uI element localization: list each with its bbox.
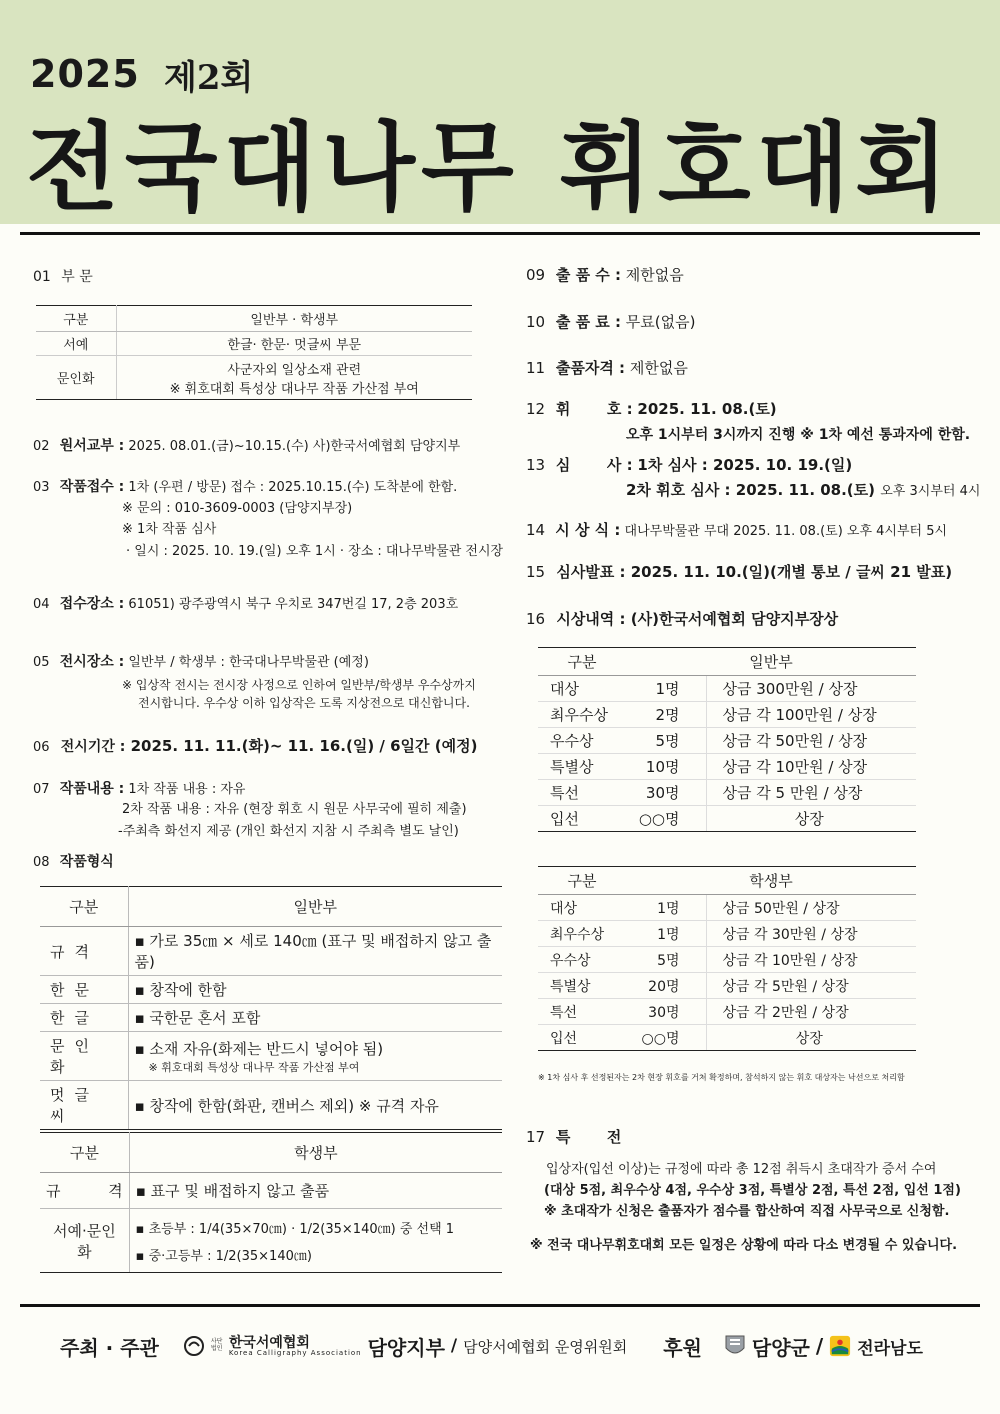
awards-note: ※ 1차 심사 후 선정된자는 2차 현장 휘호를 거쳐 확정하며, 참석하지 않는 휘호 대상자는 낙선으로 처리함 [538, 1073, 905, 1082]
section-13: 13 심 사 : 1차 심사 : 2025. 10. 19.(일) [526, 456, 853, 474]
table-row: 우수상 5명 상금 각 50만원 / 상장 [538, 728, 916, 754]
section-05: 05 전시장소 : 일반부 / 학생부 : 한국대나무박물관 (예정) [33, 654, 369, 670]
section-07-line3: -주최측 화선지 제공 (개인 화선지 지참 시 주최측 별도 날인) [118, 824, 459, 839]
table-header: 일반부 · 학생부 [116, 306, 472, 332]
section-06: 06 전시기간 : 2025. 11. 11.(화)~ 11. 16.(일) / 6일간 (예정) [33, 737, 478, 755]
section-05-note2: 전시합니다. 우수상 이하 입상작은 도록 지상전으로 대신합니다. [138, 696, 470, 710]
section-17: 17 특 전 [526, 1128, 622, 1146]
section-03: 03 작품접수 : 1차 (우편 / 방문) 접수 : 2025.10.15.(수) 도착분에 한함. [33, 479, 458, 495]
sponsor-label: 후원 [663, 1335, 702, 1360]
section-03-schedule: · 일시 : 2025. 10. 19.(일) 오후 1시 · 장소 : 대나무박물관 전시장 [126, 544, 504, 559]
awards-table-general: 구분 일반부 대상 1명 상금 300만원 / 상장 최우수상 2명 상금 각 100만원 / 상장 우수상 5명 상금 각 50만원 / 상장 특별상 10명 상금 각 10만원 / 상장 특선 30명 상금 각 5 만원 / 상장 입선 ○○명 상장 [538, 647, 916, 832]
section-12-detail: 오후 1시부터 3시까지 진행 ※ 1차 예선 통과자에 한함. [626, 427, 971, 443]
table-row: 특선 30명 상금 각 2만원 / 상장 [538, 999, 916, 1025]
table-row: 한글 ▪ 국한문 혼서 포함 [40, 1004, 502, 1032]
awards-table-student: 구분 학생부 대상 1명 상금 50만원 / 상장 최우수상 1명 상금 각 30만원 / 상장 우수상 5명 상금 각 10만원 / 상장 특별상 20명 상금 각 5만원 / 상장 특선 30명 상금 각 2만원 / 상장 입선 ○○명 상장 [538, 866, 916, 1051]
division-table [36, 305, 472, 400]
table-row: 우수상 5명 상금 각 10만원 / 상장 [538, 947, 916, 973]
section-10: 10 출 품 료 : 무료(없음) [526, 313, 696, 331]
poster-title: 전국대나무 휘호대회 [26, 111, 955, 224]
table-row: 멋글씨 ▪ 창작에 한함(화판, 캔버스 제외) ※ 규격 자유 [40, 1081, 502, 1130]
section-05-note: ※ 입상작 전시는 전시장 사정으로 인하여 일반부/학생부 우수상까지 [122, 678, 476, 692]
table-header: 구분 [36, 306, 116, 332]
section-01: 01 부 문 [33, 269, 93, 285]
table-row: 대상 1명 상금 50만원 / 상장 [538, 895, 916, 921]
bottom-divider [20, 1304, 980, 1307]
table-row: 서예 한글· 한문· 멋글씨 부문 [36, 332, 472, 356]
sponsor-jeonnam: 전라남도 [857, 1338, 923, 1359]
jeonnam-emblem-icon [829, 1334, 851, 1358]
association-logo-icon [183, 1334, 205, 1358]
section-09: 09 출 품 수 : 제한없음 [526, 266, 684, 284]
table-row: 입선 ○○명 상장 [538, 806, 916, 832]
section-03-review: ※ 1차 작품 심사 [122, 522, 217, 537]
header-edition: 제2회 [164, 58, 254, 98]
section-08: 08 작품형식 [33, 854, 114, 870]
format-table-student: 구분 학생부 규 격 ▪ 표구 및 배접하지 않고 출품 서예·문인화 ▪ 초등부 : 1/4(35×70㎝) · 1/2(35×140㎝) 중 선택 1 ▪ 중·고등부 : 1/2(35×140㎝) [40, 1132, 502, 1273]
section-07: 07 작품내용 : 1차 작품 내용 : 자유 [33, 781, 246, 797]
table-row: 최우수상 1명 상금 각 30만원 / 상장 [538, 921, 916, 947]
table-row: 규격 ▪ 가로 35㎝ × 세로 140㎝ (표구 및 배접하지 않고 출품) [40, 927, 502, 976]
section-11: 11 출품자격 : 제한없음 [526, 359, 688, 377]
section-17-line1: 입상자(입선 이상)는 규정에 따라 총 12점 취득시 초대작가 증서 수여 [546, 1162, 937, 1177]
section-02: 02 원서교부 : 2025. 08.01.(금)~10.15.(수) 사)한국서예협회 담양지부 [33, 438, 461, 454]
section-17-line3: ※ 초대작가 신청은 출품자가 점수를 합산하여 직접 사무국으로 신청함. [544, 1204, 950, 1219]
committee-name: 담양서예협회 운영위원회 [463, 1337, 628, 1356]
section-04: 04 접수장소 : 61051) 광주광역시 북구 우치로 347번길 17, 2층 203호 [33, 596, 459, 612]
section-07-line2: 2차 작품 내용 : 자유 (현장 휘호 시 원문 사무국에 필히 제출) [122, 802, 467, 817]
poster-header [0, 0, 1000, 224]
table-row: 특별상 20명 상금 각 5만원 / 상장 [538, 973, 916, 999]
table-row: 서예·문인화 ▪ 초등부 : 1/4(35×70㎝) · 1/2(35×140㎝) 중 선택 1 ▪ 중·고등부 : 1/2(35×140㎝) [40, 1209, 502, 1273]
table-row: 문인화 ▪ 소재 자유(화제는 반드시 넣어야 됨) ※ 휘호대회 특성상 대나무 작품 가산점 부여 [40, 1032, 502, 1081]
table-row: 문인화 사군자외 일상소재 관련 ※ 휘호대회 특성상 대나무 작품 가산점 부여 [36, 356, 472, 400]
section-13-second: 2차 휘호 심사 : 2025. 11. 08.(토) 오후 3시부터 4시 [626, 481, 981, 499]
table-row: 한문 ▪ 창작에 한함 [40, 976, 502, 1004]
section-17-line2: (대상 5점, 최우수상 4점, 우수상 3점, 특별상 2점, 특선 2점, 입선 1점) [544, 1183, 961, 1198]
table-row: 최우수상 2명 상금 각 100만원 / 상장 [538, 702, 916, 728]
format-table-general: 구분 일반부 규격 ▪ 가로 35㎝ × 세로 140㎝ (표구 및 배접하지 않고 출품) 한문 ▪ 창작에 한함 한글 ▪ 국한문 혼서 포함 문인화 ▪ 소재 자유(화제는 반드시 넣어야 됨) ※ 휘호대회 특성상 대나무 작품 가산점 부여 멋글씨 ▪ 창작에 한함(화판, 캔버스 제외) ※ 규격 자유 [40, 886, 502, 1130]
section-15: 15 심사발표 : 2025. 11. 10.(일)(개별 통보 / 글씨 21 발표) [526, 563, 953, 581]
section-14: 14 시 상 식 : 대나무박물관 무대 2025. 11. 08.(토) 오후 4시부터 5시 [526, 521, 948, 539]
section-03-contact: ※ 문의 : 010-3609-0003 (담양지부장) [122, 501, 353, 516]
sponsor-damyang: 담양군 [751, 1335, 810, 1360]
table-row: 대상 1명 상금 300만원 / 상장 [538, 676, 916, 702]
host-label: 주최 · 주관 [60, 1335, 159, 1360]
association-name: 한국서예협회 Korea Calligraphy Association [228, 1334, 362, 1357]
table-row: 규 격 ▪ 표구 및 배접하지 않고 출품 [40, 1173, 502, 1209]
schedule-notice: ※ 전국 대나무휘호대회 모든 일정은 상황에 따라 다소 변경될 수 있습니다. [530, 1238, 958, 1253]
table-row: 특별상 10명 상금 각 10만원 / 상장 [538, 754, 916, 780]
header-year: 2025 [30, 52, 140, 96]
section-12: 12 휘 호 : 2025. 11. 08.(토) [526, 400, 777, 418]
table-row: 입선 ○○명 상장 [538, 1025, 916, 1051]
footer: 주최 · 주관 사단법인 한국서예협회 Korea Calligraphy Association 담양지부 / 담양서예협회 운영위원회 후원 담양군 / 전라남도 [60, 1326, 923, 1366]
branch-name: 담양지부 [367, 1335, 445, 1360]
damyang-emblem-icon [724, 1334, 746, 1358]
table-row: 특선 30명 상금 각 5 만원 / 상장 [538, 780, 916, 806]
section-16: 16 시상내역 : (사)한국서예협회 담양지부장상 [526, 610, 839, 628]
top-divider [20, 232, 980, 235]
association-prefix: 사단법인 [210, 1338, 223, 1352]
